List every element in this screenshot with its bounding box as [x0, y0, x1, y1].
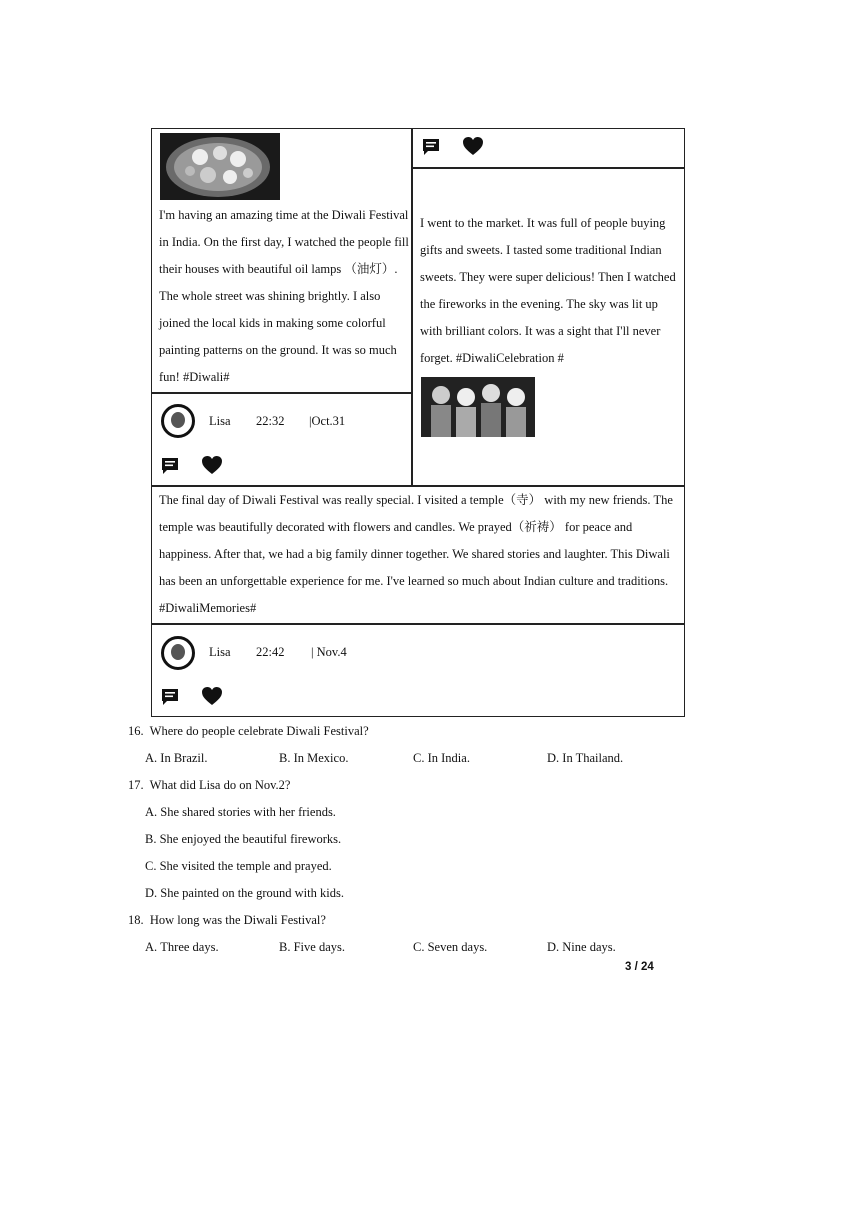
heart-icon[interactable] [201, 455, 223, 480]
post1-date: |Oct.31 [309, 414, 346, 428]
post1-author: Lisa [209, 414, 231, 428]
post3-author: Lisa [209, 645, 231, 659]
option-18c[interactable]: C. Seven days. [413, 940, 488, 954]
post1-time: 22:32 [256, 414, 285, 428]
comment-icon[interactable] [422, 138, 440, 161]
option-18d[interactable]: D. Nine days. [547, 940, 616, 954]
option-17a[interactable]: A. She shared stories with her friends. [145, 805, 336, 819]
question-number: 17. [128, 778, 144, 792]
post3-footer-box [151, 623, 685, 717]
oil-lamps-photo [160, 133, 280, 200]
option-17b[interactable]: B. She enjoyed the beautiful fireworks. [145, 832, 342, 846]
option-18a[interactable]: A. Three days. [145, 940, 219, 954]
question-number: 16. [128, 724, 144, 738]
people-photo [421, 377, 535, 437]
lisa-avatar [161, 404, 195, 438]
option-16d[interactable]: D. In Thailand. [547, 751, 624, 765]
option-17c[interactable]: C. She visited the temple and prayed. [145, 859, 332, 873]
post1-footer-box [151, 392, 413, 487]
post3-date: | Nov.4 [311, 645, 347, 659]
option-16b[interactable]: B. In Mexico. [279, 751, 349, 765]
heart-icon[interactable] [462, 136, 484, 161]
lisa-avatar [161, 636, 195, 670]
question-17 [128, 778, 290, 793]
post2-header-box [411, 128, 685, 169]
question-18 [128, 913, 326, 928]
option-16c[interactable]: C. In India. [413, 751, 470, 765]
question-text: Where do people celebrate Diwali Festival? [149, 724, 369, 738]
question-text: How long was the Diwali Festival? [149, 913, 326, 927]
post3-text: The final day of Diwali Festival was really special. I visited a temple（寺） with my new friends. The temple was beautifully decorated with flowers and candles. We prayed（祈祷） for peace and happiness. After that, we had a big family dinner together. We shared stories and laughter. This Diwali has been an unforgettable experience for me. I've learned so much about Indian culture and traditions. #DiwaliMemories# [159, 493, 673, 615]
option-17d[interactable]: D. She painted on the ground with kids. [145, 886, 344, 900]
question-text: What did Lisa do on Nov.2? [149, 778, 291, 792]
option-16a[interactable]: A. In Brazil. [145, 751, 208, 765]
option-18b[interactable]: B. Five days. [279, 940, 345, 954]
page-number: 3 / 24 [625, 961, 654, 973]
post3-time: 22:42 [256, 645, 285, 659]
post1-text: I'm having an amazing time at the Diwali Festival in India. On the first day, I watched the people fill their houses with beautiful oil lamps （油灯）. The whole street was shining brightly. I also joined the local kids in making some colorful painting patterns on the ground. It was so much fun! #Diwali# [159, 208, 409, 384]
question-16 [128, 724, 369, 739]
heart-icon[interactable] [201, 686, 223, 711]
question-number: 18. [128, 913, 144, 927]
comment-icon[interactable] [161, 457, 179, 480]
post2-text: I went to the market. It was full of people buying gifts and sweets. I tasted some traditional Indian sweets. They were super delicious! Then I watched the fireworks in the evening. The sky was lit up with brilliant colors. It was a sight that I'll never forget. #DiwaliCelebration # [420, 216, 676, 365]
comment-icon[interactable] [161, 688, 179, 711]
